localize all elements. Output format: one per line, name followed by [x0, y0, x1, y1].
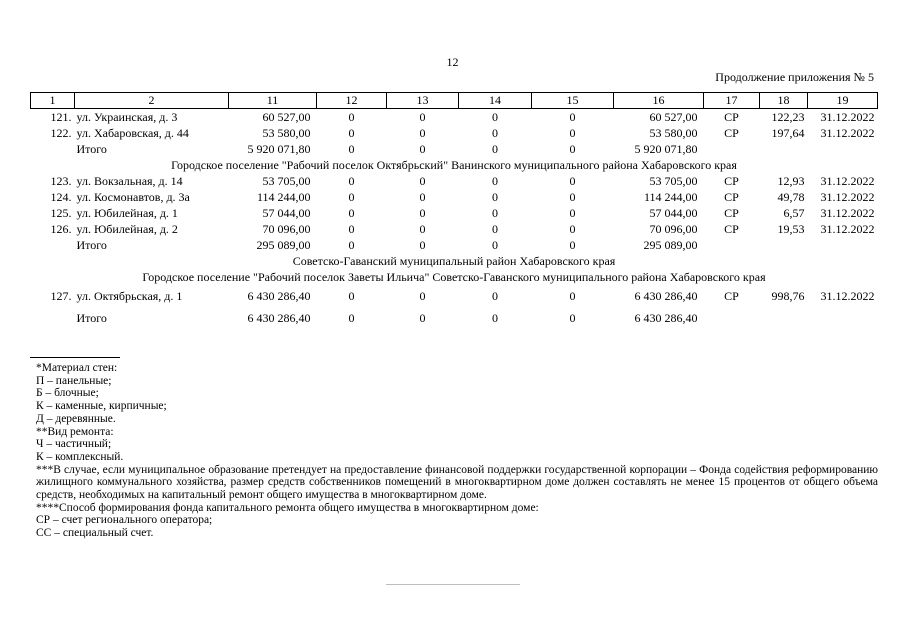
funding-method-cell — [704, 237, 760, 253]
funding-method-cell: СР — [724, 174, 739, 188]
col-13-cell: 0 — [419, 222, 426, 236]
funding-method-cell: СР — [724, 222, 739, 236]
col-13-cell: 0 — [419, 110, 426, 124]
col-15-cell: 0 — [569, 110, 576, 124]
col-15-cell: 0 — [569, 142, 576, 156]
col-12-cell: 0 — [348, 238, 355, 252]
header-cell: 2 — [75, 93, 229, 109]
table-row — [31, 285, 878, 307]
funding-method-cell: СР — [724, 289, 739, 303]
col-11-cell: 57 044,00 — [262, 206, 311, 220]
col-15-cell: 0 — [569, 222, 576, 236]
col-16-cell: 53 705,00 — [649, 174, 698, 188]
col-15-cell: 0 — [569, 174, 576, 188]
col-16-cell: 6 430 286,40 — [634, 311, 698, 325]
funding-method-cell: СР — [724, 110, 739, 124]
col-14-cell: 0 — [492, 206, 498, 220]
capital-repair-table — [30, 92, 878, 329]
col-13-cell: 0 — [419, 311, 426, 325]
col-18-cell — [760, 141, 808, 157]
total-row — [31, 237, 878, 253]
col-12-cell: 0 — [348, 174, 355, 188]
deadline-cell: 31.12.2022 — [820, 289, 875, 303]
footnote-line: Б – блочные; — [36, 387, 99, 400]
col-15-cell: 0 — [569, 206, 576, 220]
col-14-cell: 0 — [492, 126, 498, 140]
col-16-cell: 53 580,00 — [649, 126, 698, 140]
footnote-line: ***В случае, если муниципальное образование претендует на предоставление финансовой поддержки государственной корпорации – Фонда содействия реформированию жилищного коммунального хозяйства, размер средств собственников помещений в многоквартирном доме должен составлять не менее 15 процентов от общего объема средств, необходимых на капитальный ремонт общего имущества в многоквартирном доме. — [36, 463, 878, 502]
footnote-line: *Материал стен: — [36, 362, 118, 374]
row-number: 127. — [50, 289, 72, 303]
header-cell: 1 — [31, 93, 75, 109]
total-row — [31, 307, 878, 329]
col-16-cell: 295 089,00 — [643, 238, 698, 252]
col-11-cell: 60 527,00 — [262, 110, 311, 124]
col-16-cell: 60 527,00 — [649, 110, 698, 124]
col-11-cell: 6 430 286,40 — [247, 311, 311, 325]
footnote-line: СС – специальный счет. — [36, 527, 154, 540]
deadline-cell: 31.12.2022 — [820, 174, 875, 188]
page-number: 12 — [446, 55, 459, 69]
col-18-cell: 122,23 — [771, 110, 805, 124]
section-row — [31, 157, 878, 173]
header-cell: 16 — [614, 93, 704, 109]
deadline-cell: 31.12.2022 — [820, 110, 875, 124]
col-11-cell: 295 089,00 — [256, 238, 311, 252]
section-title: Городское поселение "Рабочий поселок Октябрьский" Ванинского муниципального района Хабаровского края — [171, 158, 737, 172]
section-title: Советско-Гаванский муниципальный район Хабаровского края — [292, 254, 616, 268]
col-14-cell: 0 — [492, 110, 498, 124]
col-15-cell: 0 — [569, 311, 576, 325]
section-row — [31, 269, 878, 285]
col-15-cell: 0 — [569, 289, 576, 303]
col-15-cell: 0 — [569, 190, 576, 204]
total-row — [31, 141, 878, 157]
col-11-cell: 53 580,00 — [262, 126, 311, 140]
row-number: 124. — [50, 190, 72, 204]
row-number: 121. — [50, 110, 72, 124]
table-row — [31, 109, 878, 126]
funding-method-cell: СР — [724, 126, 739, 140]
header-cell: 15 — [532, 93, 614, 109]
col-18-cell: 197,64 — [771, 126, 805, 140]
footnote-line: К – каменные, кирпичные; — [36, 400, 167, 413]
col-14-cell: 0 — [492, 289, 498, 303]
col-13-cell: 0 — [419, 174, 426, 188]
footnote-line: К – комплексный. — [36, 450, 124, 463]
col-15-cell: 0 — [569, 126, 576, 140]
header-cell: 18 — [760, 93, 808, 109]
deadline-cell: 31.12.2022 — [820, 206, 875, 220]
col-16-cell: 5 920 071,80 — [634, 142, 698, 156]
row-number: 123. — [50, 174, 72, 188]
col-13-cell: 0 — [419, 206, 426, 220]
footnote-line: СР – счет регионального оператора; — [36, 514, 213, 527]
row-number — [31, 307, 75, 329]
funding-method-cell: СР — [724, 206, 739, 220]
row-number: 126. — [50, 222, 72, 236]
deadline-cell: 31.12.2022 — [820, 222, 875, 236]
address-cell: ул. Юбилейная, д. 1 — [76, 206, 178, 220]
col-16-cell: 6 430 286,40 — [634, 289, 698, 303]
table-header-row — [31, 93, 878, 109]
header-cell: 19 — [808, 93, 878, 109]
col-18-cell: 998,76 — [771, 289, 805, 303]
col-18-cell: 6,57 — [783, 206, 805, 220]
footnotes — [36, 362, 878, 540]
col-18-cell — [760, 307, 808, 329]
address-cell: ул. Космонавтов, д. 3а — [76, 190, 190, 204]
row-number: 125. — [50, 206, 72, 220]
col-12-cell: 0 — [348, 126, 355, 140]
col-13-cell: 0 — [419, 190, 426, 204]
footnote-line: Д – деревянные. — [36, 412, 116, 425]
col-16-cell: 57 044,00 — [649, 206, 698, 220]
col-13-cell: 0 — [419, 126, 426, 140]
col-18-cell: 12,93 — [777, 174, 805, 188]
address-cell: Итого — [76, 142, 107, 156]
col-16-cell: 70 096,00 — [649, 222, 698, 236]
deadline-cell — [808, 307, 878, 329]
header-cell: 13 — [387, 93, 459, 109]
table-row — [31, 189, 878, 205]
col-14-cell: 0 — [492, 190, 498, 204]
row-number: 122. — [50, 126, 72, 140]
col-16-cell: 114 244,00 — [643, 190, 698, 204]
header-cell: 12 — [317, 93, 387, 109]
deadline-cell: 31.12.2022 — [820, 126, 875, 140]
col-13-cell: 0 — [419, 238, 426, 252]
col-14-cell: 0 — [492, 222, 498, 236]
address-cell: ул. Украинская, д. 3 — [76, 110, 178, 124]
deadline-cell — [808, 141, 878, 157]
col-14-cell: 0 — [492, 238, 498, 252]
address-cell: ул. Октябрьская, д. 1 — [76, 289, 183, 303]
bottom-divider — [386, 584, 520, 585]
footnote-separator — [30, 357, 120, 358]
funding-method-cell — [704, 141, 760, 157]
address-cell: ул. Хабаровская, д. 44 — [76, 126, 189, 140]
footnote-line: ****Способ формирования фонда капитального ремонта общего имущества в многоквартирном доме: — [36, 501, 539, 514]
funding-method-cell: СР — [724, 190, 739, 204]
footnote-line: **Вид ремонта: — [36, 425, 114, 438]
col-12-cell: 0 — [348, 190, 355, 204]
section-row — [31, 253, 878, 269]
table-row — [31, 125, 878, 141]
col-15-cell: 0 — [569, 238, 576, 252]
col-11-cell: 5 920 071,80 — [247, 142, 311, 156]
address-cell: Итого — [76, 311, 107, 325]
row-number — [31, 141, 75, 157]
table-row — [31, 173, 878, 189]
col-12-cell: 0 — [348, 289, 355, 303]
col-18-cell — [760, 237, 808, 253]
col-11-cell: 114 244,00 — [256, 190, 311, 204]
col-12-cell: 0 — [348, 142, 355, 156]
header-cell: 17 — [704, 93, 760, 109]
col-14-cell: 0 — [492, 174, 498, 188]
deadline-cell — [808, 237, 878, 253]
row-number — [31, 237, 75, 253]
address-cell: ул. Вокзальная, д. 14 — [76, 174, 183, 188]
col-11-cell: 53 705,00 — [262, 174, 311, 188]
header-cell: 11 — [229, 93, 317, 109]
table-row — [31, 205, 878, 221]
table-row — [31, 221, 878, 237]
footnote-line: Ч – частичный; — [36, 438, 112, 451]
col-12-cell: 0 — [348, 311, 355, 325]
col-12-cell: 0 — [348, 222, 355, 236]
col-13-cell: 0 — [419, 289, 426, 303]
col-12-cell: 0 — [348, 206, 355, 220]
funding-method-cell — [704, 307, 760, 329]
address-cell: Итого — [76, 238, 107, 252]
col-14-cell: 0 — [492, 142, 498, 156]
address-cell: ул. Юбилейная, д. 2 — [76, 222, 178, 236]
col-11-cell: 6 430 286,40 — [247, 289, 311, 303]
col-18-cell: 19,53 — [777, 222, 805, 236]
continuation-label: Продолжение приложения № 5 — [715, 70, 874, 84]
col-18-cell: 49,78 — [777, 190, 805, 204]
col-12-cell: 0 — [348, 110, 355, 124]
col-14-cell: 0 — [492, 311, 498, 325]
footnote-line: П – панельные; — [36, 374, 112, 387]
deadline-cell: 31.12.2022 — [820, 190, 875, 204]
col-11-cell: 70 096,00 — [262, 222, 311, 236]
col-13-cell: 0 — [419, 142, 426, 156]
header-cell: 14 — [459, 93, 532, 109]
section-title: Городское поселение "Рабочий поселок Заветы Ильича" Советско-Гаванского муниципального района Хабаровского края — [142, 270, 766, 284]
